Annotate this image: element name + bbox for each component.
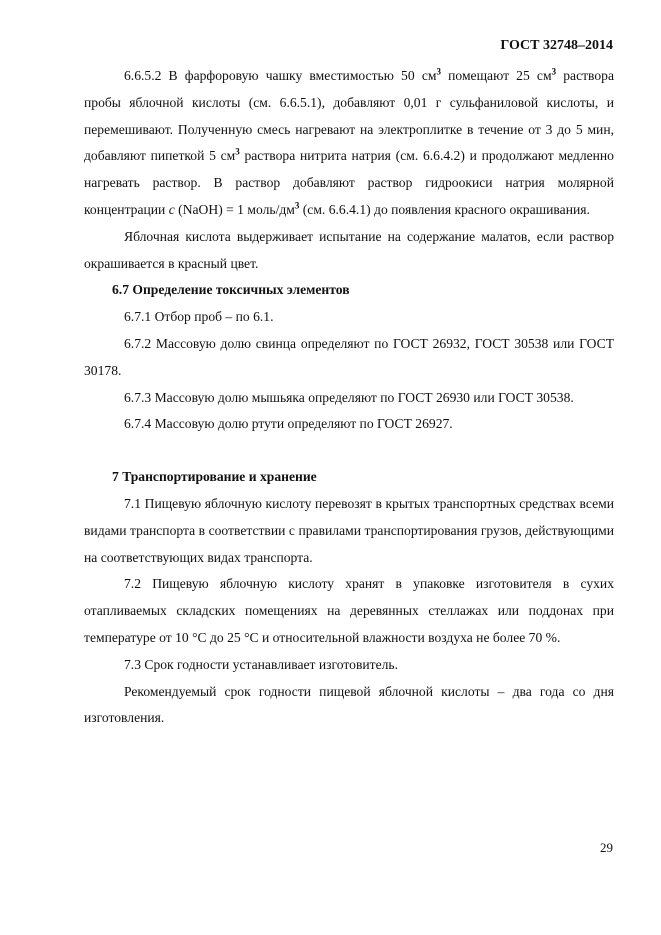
- paragraph-6-6-5-2: [84, 63, 614, 224]
- superscript: 3: [551, 66, 557, 77]
- superscript: 3: [294, 200, 300, 211]
- spacer: [84, 438, 614, 464]
- document-header: ГОСТ 32748–2014: [500, 38, 613, 53]
- paragraph-7-3: 7.3 Срок годности устанавливает изготовитель.: [124, 656, 398, 672]
- paragraph-malate-test: Яблочная кислота выдерживает испытание на содержание малатов, если раствор окрашивается в красный цвет.: [84, 228, 614, 271]
- paragraph-7-2: 7.2 Пищевую яблочную кислоту хранят в упаковке изготовителя в сухих отапливаемых складских помещениях на деревянных стеллажах или поддонах при температуре от 10 °С до 25 °С и относительной влажности воздуха не более 70 %.: [84, 576, 614, 645]
- paragraph-7-4: Рекомендуемый срок годности пищевой яблочной кислоты – два года со дня изготовления.: [84, 683, 614, 726]
- text-run: (NaOH) = 1 моль/дм: [174, 201, 295, 217]
- superscript: 3: [436, 66, 441, 77]
- superscript: 3: [235, 146, 240, 157]
- text-run: помещают 25 см: [440, 68, 552, 83]
- section-heading-7: 7 Транспортирование и хранение: [112, 469, 317, 485]
- section-heading-6-7: 6.7 Определение токсичных элементов: [112, 282, 350, 298]
- italic-symbol: c: [168, 201, 175, 217]
- text-run: (см. 6.6.4.1) до появления красного окрашивания.: [299, 201, 590, 217]
- text-run: раствора пробы яблочной кислоты (см. 6.6.5.1), добавляют 0,01 г сульфаниловой кислоты, и перемешивают. Полученную смесь нагревают на электроплитке в течение от 3 до 5 мин, добавляют пипеткой 5 см: [84, 68, 615, 164]
- paragraph-7-1: 7.1 Пищевую яблочную кислоту перевозят в крытых транспортных средствах всеми видами транспорта в соответствии с правилами транспортирования грузов, действующими на соответствующих видах транспорта.: [84, 495, 614, 565]
- paragraph-6-7-3: 6.7.3 Массовую долю мышьяка определяют по ГОСТ 26930 или ГОСТ 30538.: [124, 389, 574, 405]
- paragraph-6-7-2: 6.7.2 Массовую долю свинца определяют по ГОСТ 26932, ГОСТ 30538 или ГОСТ 30178.: [84, 335, 614, 378]
- page-number: 29: [600, 840, 613, 855]
- text-run: 6.6.5.2 В фарфоровую чашку вместимостью 50 см: [124, 68, 437, 83]
- text-run: раствора нитрита натрия (см. 6.6.4.2) и продолжают медленно нагревать раствор. В раствор добавляют раствор гидроокиси натрия молярной концентрации: [84, 148, 614, 217]
- paragraph-6-7-4: 6.7.4 Массовую долю ртути определяют по ГОСТ 26927.: [124, 416, 453, 432]
- paragraph-6-7-1: 6.7.1 Отбор проб – по 6.1.: [124, 309, 274, 325]
- document-body: [84, 63, 614, 732]
